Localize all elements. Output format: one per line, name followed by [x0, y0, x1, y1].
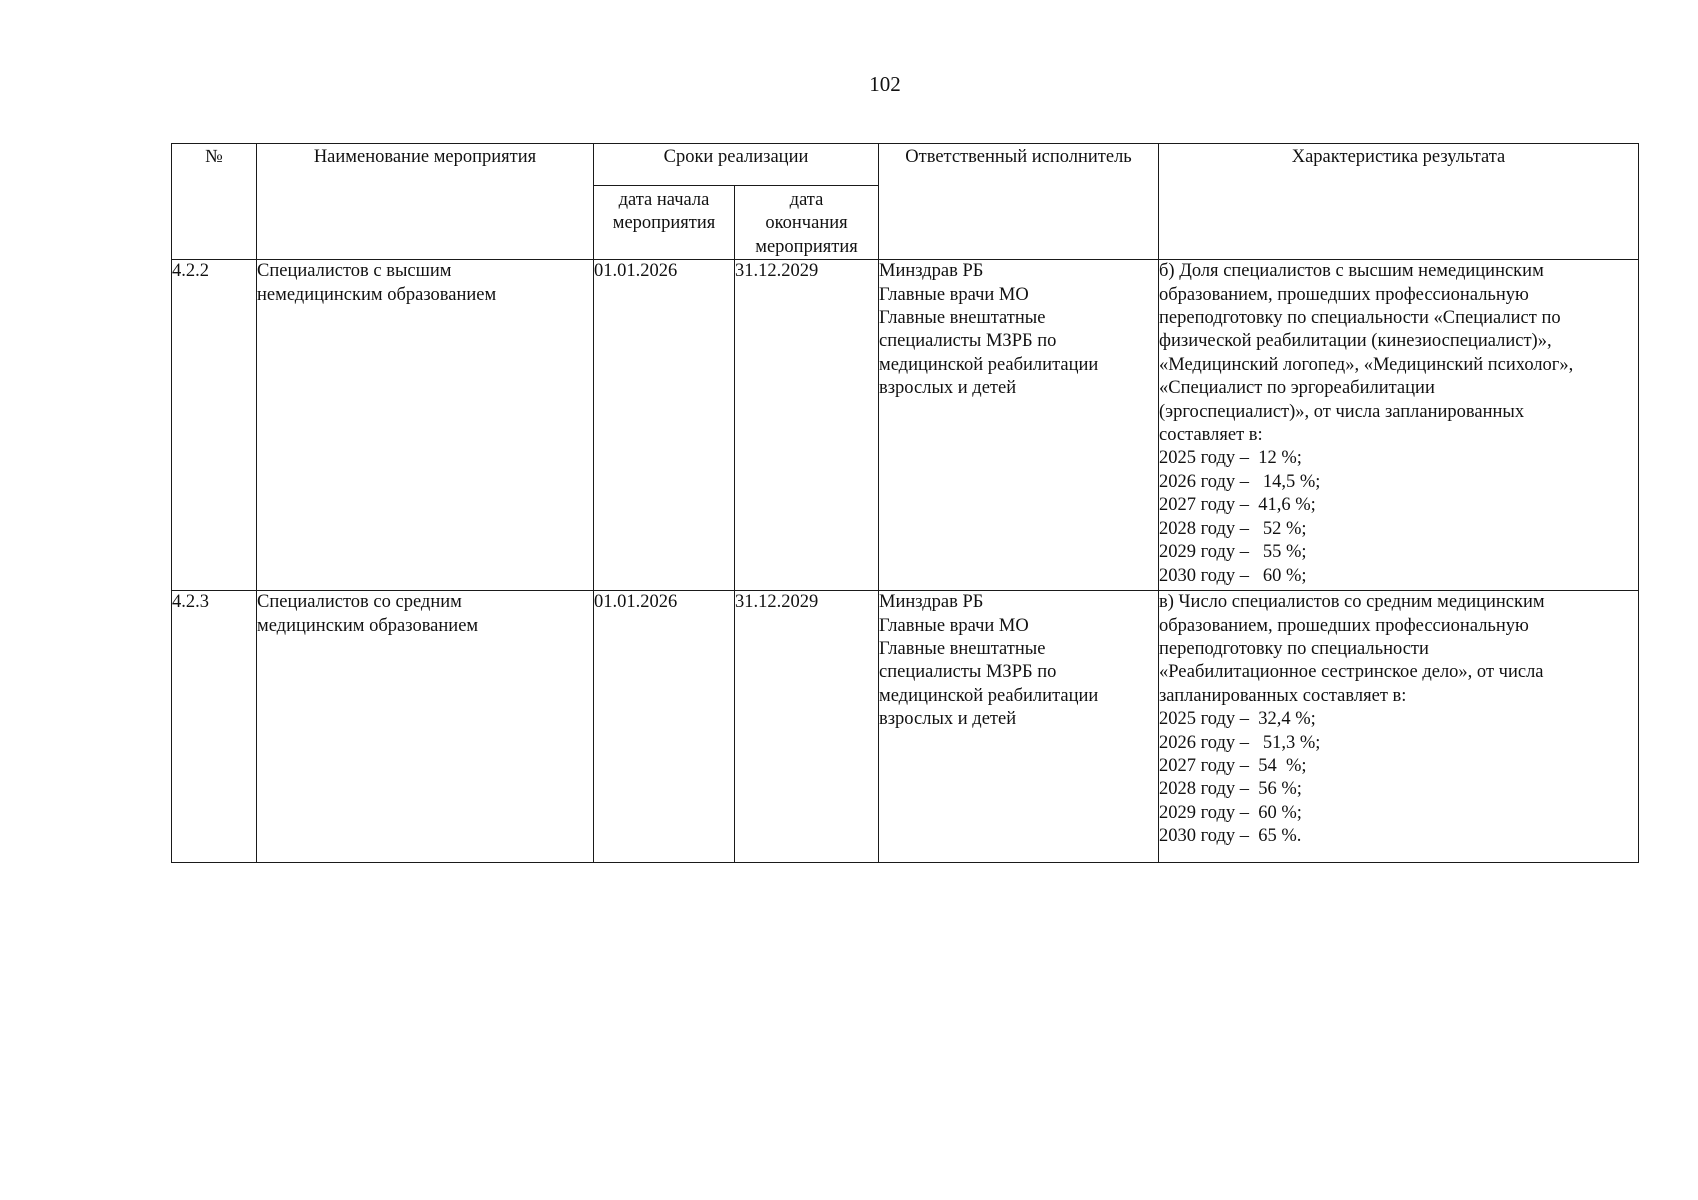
table-row — [172, 260, 1639, 591]
header-number: № — [172, 144, 257, 260]
row-number: 4.2.2 — [172, 260, 257, 591]
header-timing: Сроки реализации — [594, 144, 879, 186]
page-number: 102 — [869, 72, 901, 96]
result-year-2029: 2029 году – 60 %; — [1159, 802, 1302, 823]
row-result — [1159, 591, 1639, 863]
result-description: в) Число специалистов со средним медицинским образованием, прошедших профессиональную переподготовку по специальности «Реабилитационное сестринское дело», от числа запланированных составляет в: — [1159, 592, 1545, 706]
result-year-2025: 2025 году – 12 %; — [1159, 448, 1302, 469]
table-row — [172, 591, 1639, 863]
result-year-2026: 2026 году – 51,3 %; — [1159, 732, 1321, 753]
header-end-date: дата окончания мероприятия — [735, 186, 879, 260]
result-year-2027: 2027 году – 54 %; — [1159, 756, 1307, 777]
header-measure-name: Наименование мероприятия — [257, 144, 594, 260]
result-year-2028: 2028 году – 56 %; — [1159, 779, 1302, 800]
result-year-2026: 2026 году – 14,5 %; — [1159, 471, 1321, 492]
row-measure-name: Специалистов с высшим немедицинским образованием — [257, 260, 594, 591]
result-year-2027: 2027 году – 41,6 %; — [1159, 495, 1316, 516]
row-measure-name: Специалистов со средним медицинским образованием — [257, 591, 594, 863]
result-year-2028: 2028 году – 52 %; — [1159, 518, 1307, 539]
row-number: 4.2.3 — [172, 591, 257, 863]
row-start-date: 01.01.2026 — [594, 591, 735, 863]
result-year-2030: 2030 году – 60 %; — [1159, 565, 1307, 586]
row-end-date: 31.12.2029 — [735, 260, 879, 591]
row-start-date: 01.01.2026 — [594, 260, 735, 591]
header-responsible: Ответственный исполнитель — [879, 144, 1159, 260]
header-result: Характеристика результата — [1159, 144, 1639, 260]
row-result — [1159, 260, 1639, 591]
row-responsible: Минздрав РБ Главные врачи МО Главные внештатные специалисты МЗРБ по медицинской реабилитации взрослых и детей — [879, 260, 1159, 591]
result-year-2029: 2029 году – 55 %; — [1159, 542, 1307, 563]
header-start-date: дата начала мероприятия — [594, 186, 735, 260]
result-year-2025: 2025 году – 32,4 %; — [1159, 709, 1316, 730]
result-year-2030: 2030 году – 65 %. — [1159, 826, 1302, 847]
measures-table — [171, 143, 1639, 863]
row-responsible: Минздрав РБ Главные врачи МО Главные внештатные специалисты МЗРБ по медицинской реабилитации взрослых и детей — [879, 591, 1159, 863]
table-header — [172, 144, 1639, 260]
row-end-date: 31.12.2029 — [735, 591, 879, 863]
result-description: б) Доля специалистов с высшим немедицинским образованием, прошедших профессиональную переподготовку по специальности «Специалист по физической реабилитации (кинезиоспециалист)», «Медицинский логопед», «Медицинский психолог», «Специалист по эргореабилитации (эргоспециалист)», от числа запланированных составляет в: — [1159, 261, 1574, 446]
